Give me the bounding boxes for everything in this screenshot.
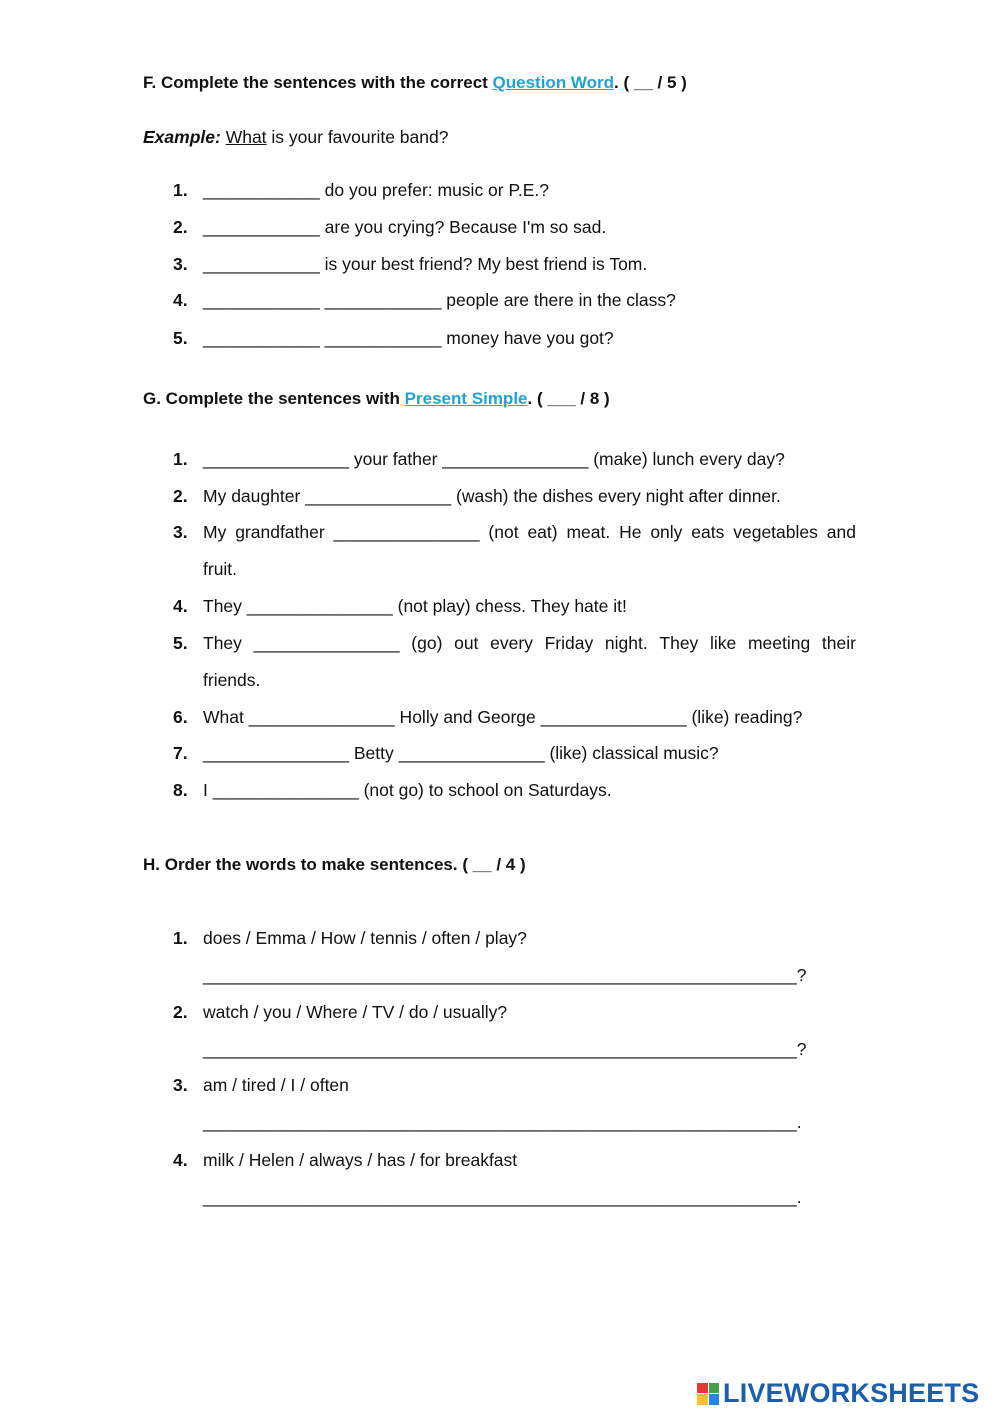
section-g-item [173,486,781,507]
section-f-heading-prefix: F. Complete the sentences with the correct [143,73,493,92]
answer-line[interactable]: _____________________________________________________________? [203,965,807,985]
word: meeting [747,633,811,653]
item-number: 5. [173,633,188,653]
item-text: I _______________ (not go) to school on Saturdays. [203,780,612,800]
section-g-item [173,522,856,543]
word: meat. [566,522,611,542]
item-text [203,633,856,654]
item-continuation: friends. [203,670,261,690]
answer-line[interactable]: _____________________________________________________________. [203,1112,802,1132]
item-words: am / tired / I / often [203,1075,349,1095]
item-text: _______________ your father _______________ (make) lunch every day? [203,449,785,469]
word: He [619,522,642,542]
word: _______________ [253,633,400,653]
item-text: ____________ ____________ money have you got? [203,328,614,348]
item-text: ____________ ____________ people are there in the class? [203,290,676,310]
item-number: 1. [173,928,188,948]
section-f-item [173,290,676,311]
logo-tile [709,1394,720,1405]
item-number: 1. [173,449,188,469]
item-words: milk / Helen / always / has / for breakfast [203,1150,518,1170]
item-text: ____________ do you prefer: music or P.E.? [203,180,550,200]
item-number: 6. [173,707,188,727]
section-f-item [173,180,549,201]
word: every [490,633,533,653]
item-number: 4. [173,1150,188,1170]
section-g-heading [143,389,610,409]
word: Friday [544,633,594,653]
item-words: does / Emma / How / tennis / often / play? [203,928,527,948]
section-f-example [143,127,448,148]
section-g-item [173,780,612,801]
word: night. [604,633,648,653]
section-h-heading: H. Order the words to make sentences. ( __ / 4 ) [143,855,526,874]
section-f-item [173,217,606,238]
answer-line[interactable]: _____________________________________________________________. [203,1187,802,1207]
section-h-item [173,1150,517,1171]
question-word-link[interactable]: Question Word [492,73,615,92]
item-number: 4. [173,290,188,310]
item-text [203,522,856,543]
item-continuation: fruit. [203,559,238,579]
item-text: ____________ are you crying? Because I'm so sad. [203,217,607,237]
section-g-item [173,743,719,764]
item-number: 4. [173,596,188,616]
section-h-item [173,1002,507,1023]
section-h-item [173,1075,349,1096]
section-g-heading-prefix: G. Complete the sentences with [143,389,405,408]
section-g-heading-suffix: . ( ___ / 8 ) [527,389,610,408]
item-text: They _______________ (not play) chess. They hate it! [203,596,627,616]
word: eats [691,522,725,542]
logo-text: LIVEWORKSHEETS [723,1378,980,1408]
item-number: 2. [173,1002,188,1022]
word: eat) [527,522,558,542]
example-word: What [225,127,267,147]
section-g-item [173,633,856,654]
logo-tiles-icon [697,1383,719,1405]
word: and [826,522,856,542]
word: out [454,633,479,653]
present-simple-link[interactable]: Present Simple [404,389,528,408]
logo-tile [709,1383,720,1394]
item-words: watch / you / Where / TV / do / usually? [203,1002,508,1022]
section-g-item [173,596,627,617]
item-text: _______________ Betty _______________ (like) classical music? [203,743,719,763]
section-h-item [173,928,527,949]
word: grandfather [235,522,325,542]
section-f-heading-suffix: . ( __ / 5 ) [614,73,687,92]
item-number: 7. [173,743,188,763]
item-number: 1. [173,180,188,200]
item-number: 3. [173,254,188,274]
section-f-item [173,328,614,349]
word: their [821,633,856,653]
section-f-heading [143,73,687,93]
word: They [659,633,699,653]
answer-line[interactable]: _____________________________________________________________? [203,1039,807,1059]
item-number: 2. [173,217,188,237]
item-number: 5. [173,328,188,348]
word: like [710,633,737,653]
word: (go) [411,633,443,653]
section-g-item [173,449,785,470]
word: only [650,522,683,542]
word: vegetables [733,522,818,542]
liveworksheets-logo [697,1378,979,1409]
word: They [203,633,242,653]
logo-tile [697,1394,708,1405]
item-text: What _______________ Holly and George _______________ (like) reading? [203,707,803,727]
item-number: 2. [173,486,188,506]
item-text: My daughter _______________ (wash) the dishes every night after dinner. [203,486,781,506]
item-text: ____________ is your best friend? My best friend is Tom. [203,254,648,274]
section-g-item [173,707,802,728]
example-rest: is your favourite band? [266,127,449,147]
section-f-item [173,254,647,275]
word: My [203,522,227,542]
item-number: 3. [173,1075,188,1095]
example-label: Example: [143,127,221,147]
item-number: 3. [173,522,188,542]
logo-tile [697,1383,708,1394]
word: (not [488,522,519,542]
item-number: 8. [173,780,188,800]
word: _______________ [333,522,480,542]
